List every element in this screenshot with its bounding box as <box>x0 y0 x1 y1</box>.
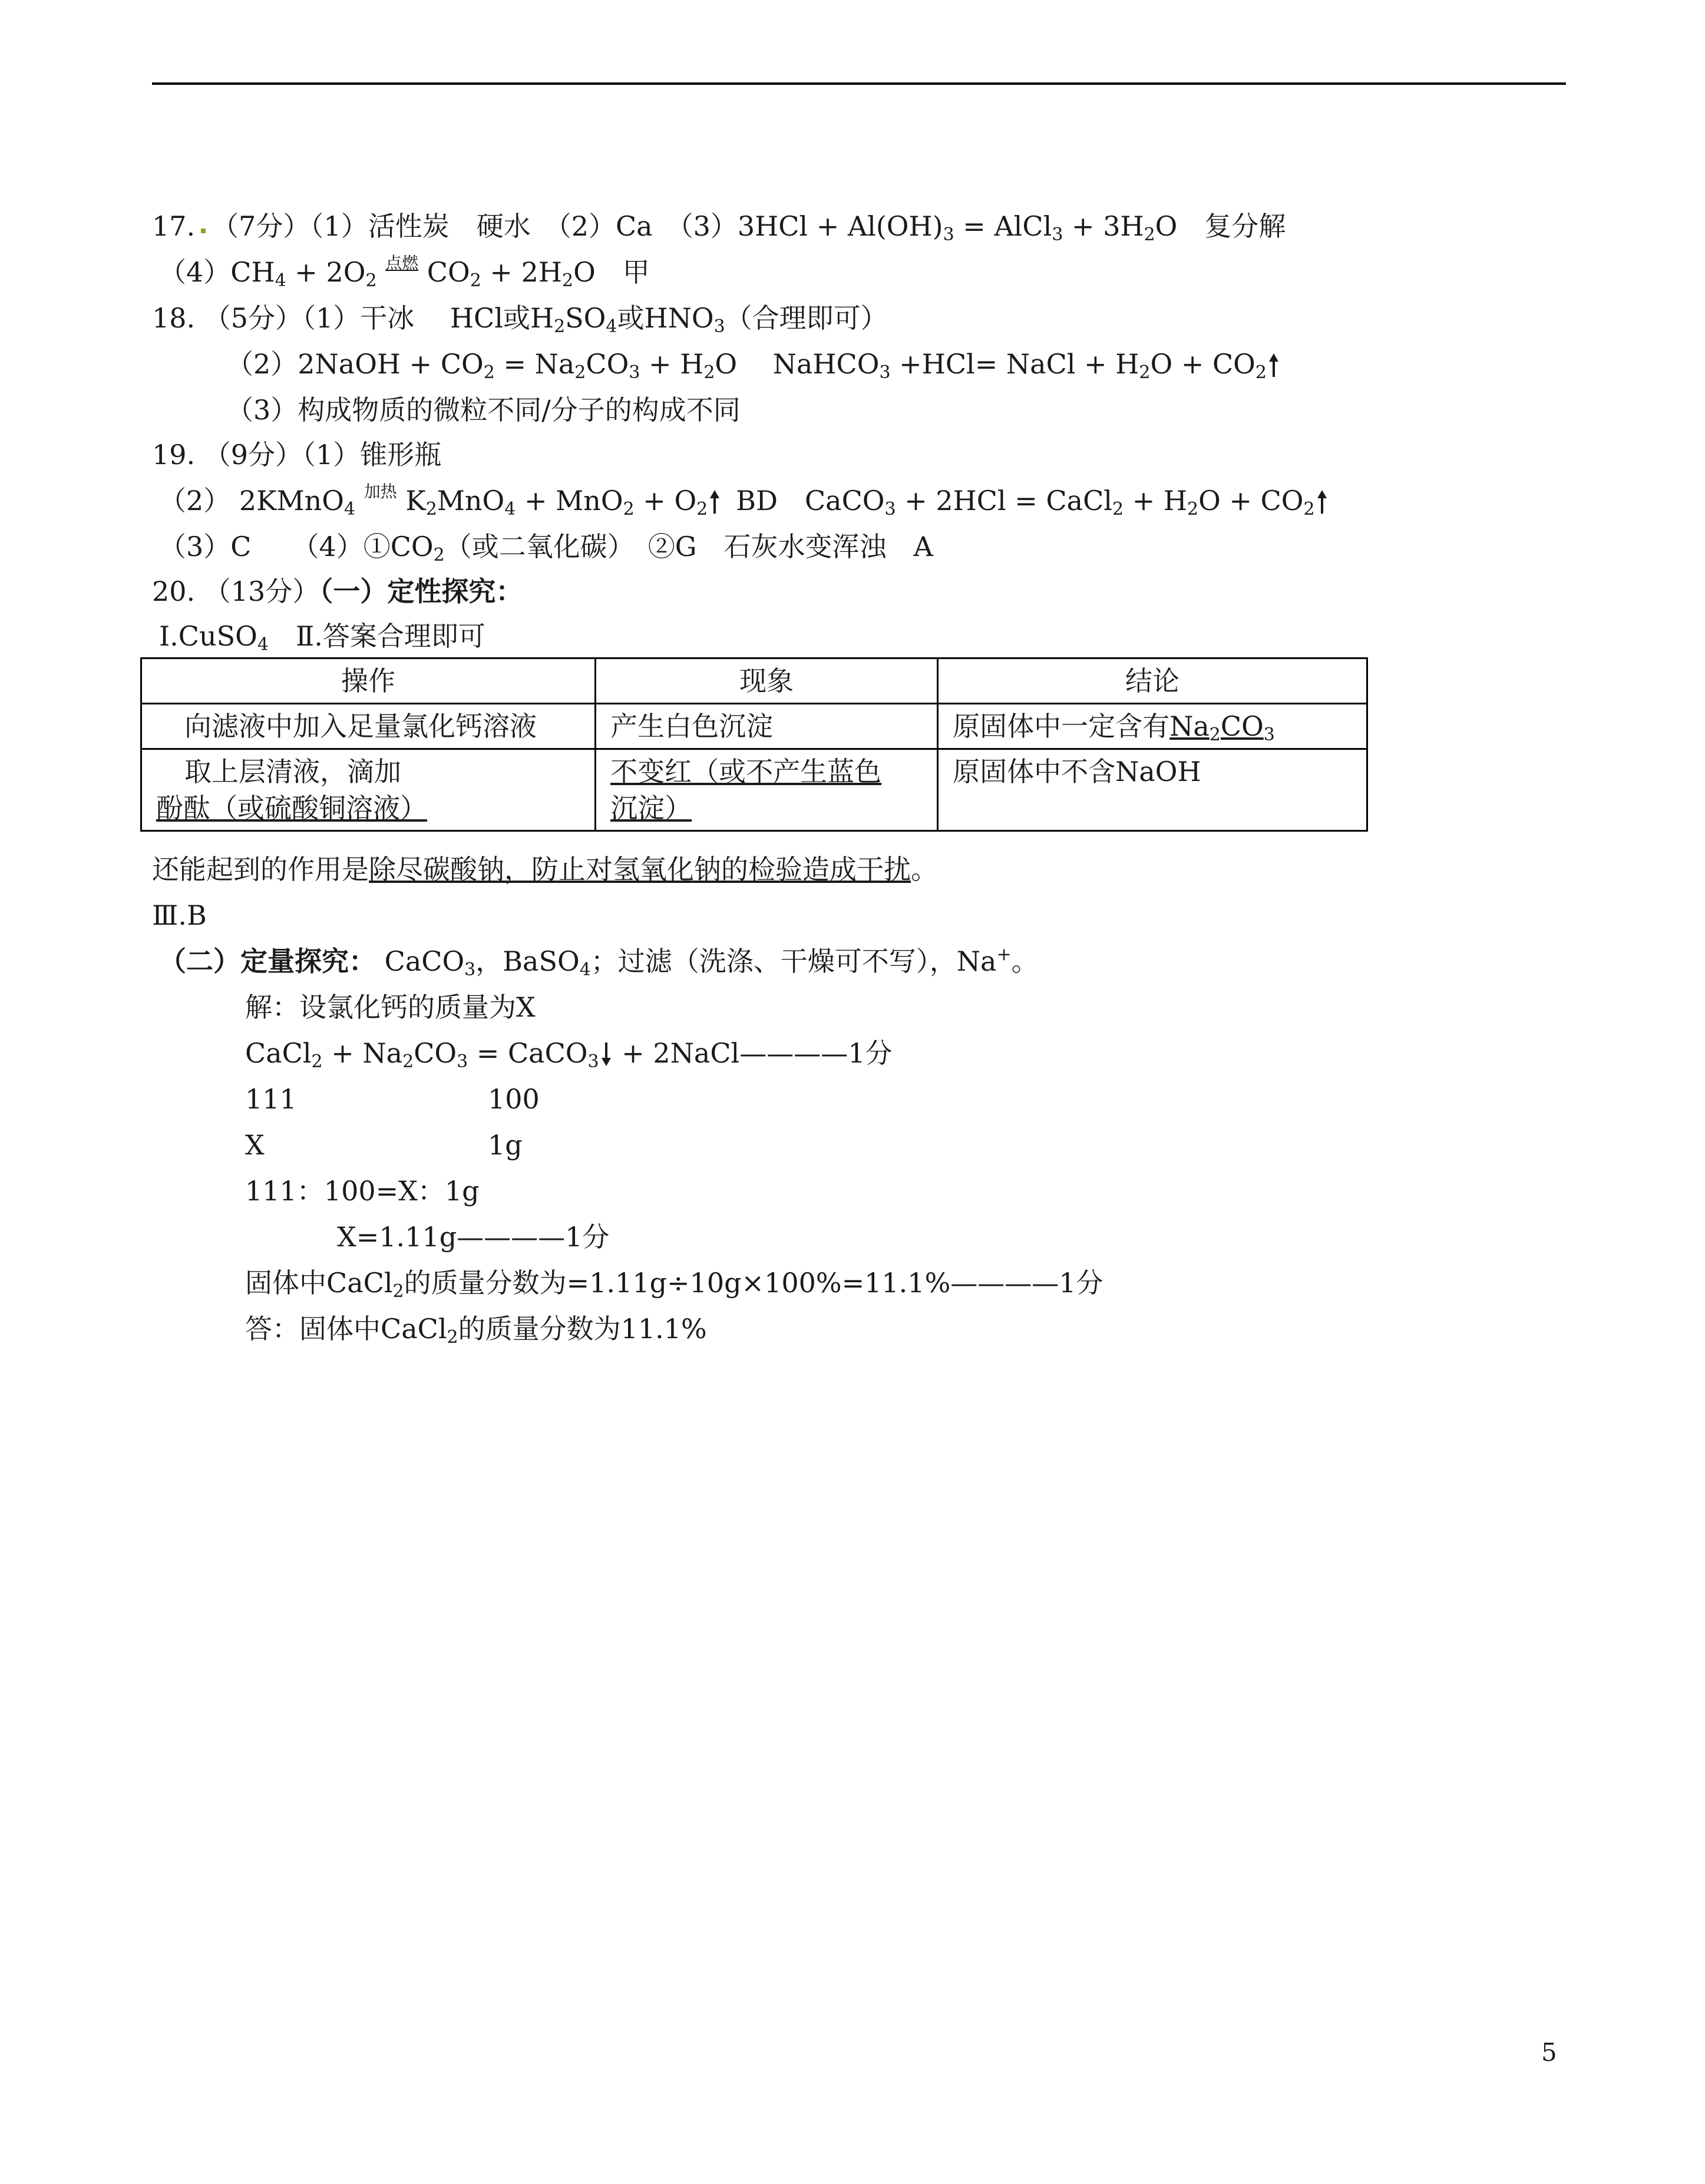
cell-phenomenon: 产生白色沉淀 <box>596 704 938 749</box>
calc-line5: 111：100=X：1g <box>245 1175 480 1207</box>
cell-operation: 取上层清液，滴加 酚酞（或硫酸铜溶液） <box>141 749 596 831</box>
q20-after-table: 还能起到的作用是除尽碳酸钠，防止对氢氧化钠的检验造成干扰。 <box>152 853 938 885</box>
q19-line1: 19. （9分）（1）锥形瓶 <box>152 439 442 471</box>
cell-conclusion: 原固体中一定含有$Na_2CO_3$ <box>938 704 1367 749</box>
gas-arrow-icon <box>710 490 719 514</box>
reaction-condition: 加热 <box>364 482 397 501</box>
q19-line2: （2） 2KMnO$_4$ $^{加热}$ $K_2MnO_4 + MnO_2 + O_2$ BD CaCO$_3$ + 2HCl = CaCl$_2$ + $H_2O + CO_2$ <box>159 484 1329 521</box>
calc-line4-left: X <box>245 1129 265 1161</box>
q17-line2: $(4)CH_4 + 2O_2$ $^{点燃}$ $CO_2 + 2H_2O$ 甲 <box>159 253 650 291</box>
marker-dot <box>201 229 206 233</box>
gas-arrow-icon <box>1317 490 1327 514</box>
calc-line4-right: 1g <box>488 1129 523 1161</box>
header-operation: 操作 <box>141 658 596 704</box>
results-table <box>140 657 1368 832</box>
calc-line8: 答：固体中CaCl$_2$的质量分数为11.1% <box>245 1313 707 1348</box>
precipitate-arrow-icon <box>602 1043 611 1066</box>
cell-operation: 向滤液中加入足量氯化钙溶液 <box>141 704 596 749</box>
q18-line2: （2）2NaOH + $CO_2 = Na_2CO_3 + H_2O$ NaHCO$_3$ +HCl= NaCl + $H_2O + CO_2$ <box>226 348 1281 380</box>
reaction-condition: 点燃 <box>385 253 419 273</box>
calc-line6: X=1.11g————1分 <box>337 1221 610 1253</box>
calc-line7: 固体中CaCl$_2$的质量分数为=1.11g÷10g×100%=11.1%————1分 <box>245 1267 1103 1302</box>
q20-iii: Ⅲ.B <box>152 899 207 931</box>
table-row <box>141 704 1367 749</box>
header-conclusion: 结论 <box>938 658 1367 704</box>
table-row <box>141 749 1367 831</box>
q20-line1: 20. （13分）（一）定性探究： <box>152 575 523 607</box>
calc-line3-left: 111 <box>245 1083 297 1115</box>
header-phenomenon: 现象 <box>596 658 938 704</box>
page-number: 5 <box>1541 2038 1557 2067</box>
q18-line1: 18. （5分）（1）干冰 HCl或$H_2SO_4$或$HNO_3$（合理即可） <box>152 302 888 337</box>
calc-line1: 解：设氯化钙的质量为X <box>245 991 536 1023</box>
q20-quant: （二）定量探究： CaCO$_3$，BaSO$_4$；过滤（洗涤、干燥可不写），Na+。 <box>159 944 1039 980</box>
q20-line2: Ⅰ.CuSO$_4$ Ⅱ.答案合理即可 <box>159 620 485 655</box>
q18-line3: （3）构成物质的微粒不同/分子的构成不同 <box>226 394 741 426</box>
q19-line3: （3）C $(4)①CO_2$（或二氧化碳） ②G 石灰水变浑浊 A <box>159 531 933 565</box>
calc-line3-right: 100 <box>488 1083 540 1115</box>
table-header-row <box>141 658 1367 704</box>
q17-line1: 17. （7分）（1）活性炭 硬水 （2）Ca $(3)3HCl + Al(OH)_3$ = AlCl$_3$ + $3H_2O$ 复分解 <box>152 210 1286 245</box>
cell-phenomenon: 不变红（或不产生蓝色 沉淀） <box>596 749 938 831</box>
gas-arrow-icon <box>1269 353 1278 377</box>
header-rule <box>152 82 1566 85</box>
cell-conclusion: 原固体中不含NaOH <box>938 749 1367 831</box>
calc-line2: CaCl$_2$ + $Na_2CO_3$ = CaCO$_3$ + 2NaCl————1分 <box>245 1037 893 1072</box>
